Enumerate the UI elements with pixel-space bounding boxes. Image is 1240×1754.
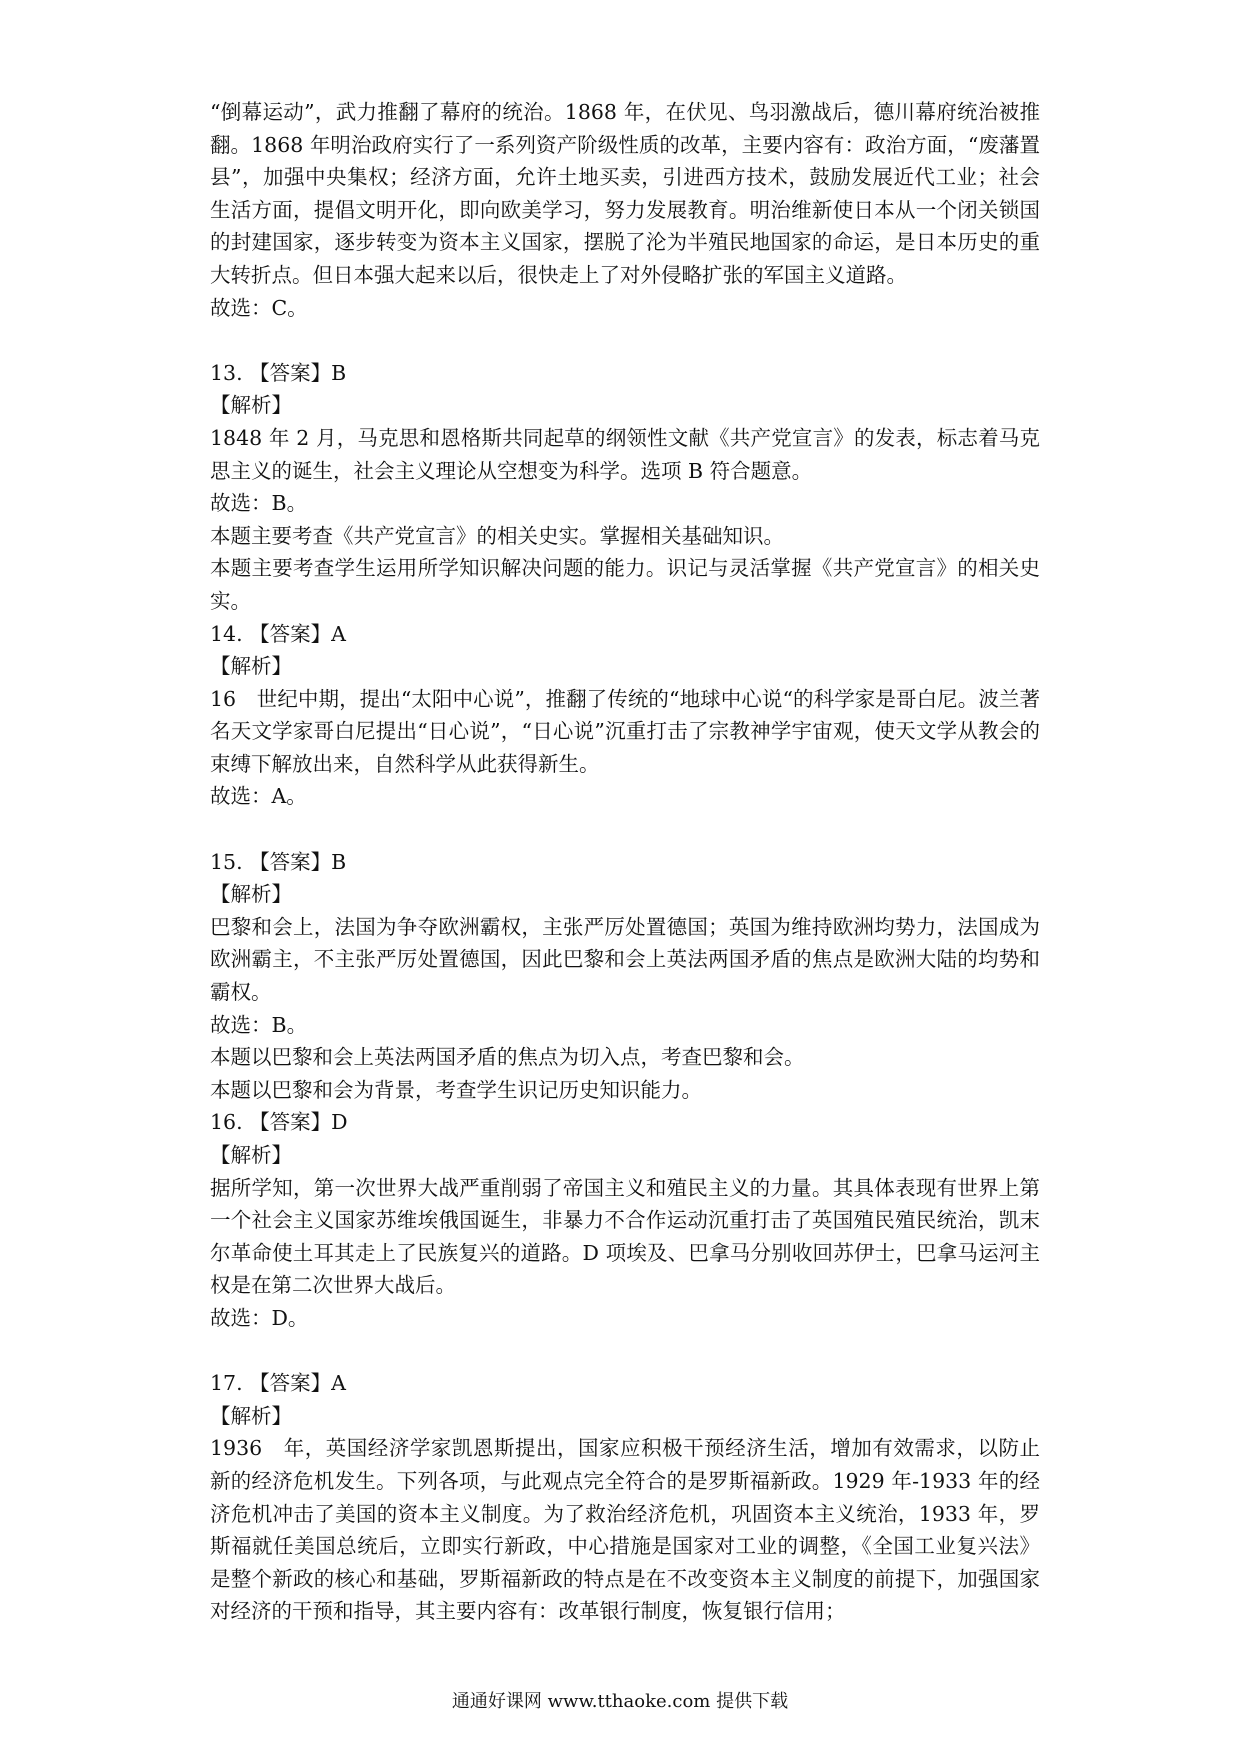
q15-choice: 故选：B。	[210, 1012, 308, 1037]
spacer	[210, 324, 1040, 357]
q17-analysis-label: 【解析】	[210, 1403, 292, 1428]
q15-note-1: 本题以巴黎和会上英法两国矛盾的焦点为切入点，考查巴黎和会。	[210, 1045, 805, 1070]
document-body	[210, 96, 1040, 1628]
q12-explanation-text: “倒幕运动”，武力推翻了幕府的统治。1868 年，在伏见、鸟羽激战后，德川幕府统治被推翻。1868 年明治政府实行了一系列资产阶级性质的改革，主要内容有：政治方面，“废藩置县”，加强中央集权；经济方面，允许土地买卖，引进西方技术，鼓励发展近代工业；社会生活方面，提倡文明开化，即向欧美学习，努力发展教育。明治维新使日本从一个闭关锁国的封建国家，逐步转变为资本主义国家，摆脱了沦为半殖民地国家的命运，是日本历史的重大转折点。但日本强大起来以后，很快走上了对外侵略扩张的军国主义道路。	[210, 100, 1040, 287]
q12-choice: 故选：C。	[210, 295, 308, 320]
q15-explanation-text: 巴黎和会上，法国为争夺欧洲霸权，主张严厉处置德国；英国为维持欧洲均势力，法国成为欧洲霸主，不主张严厉处置德国，因此巴黎和会上英法两国矛盾的焦点是欧洲大陆的均势和霸权。	[210, 914, 1040, 1005]
q13-analysis-label: 【解析】	[210, 393, 292, 418]
page-footer: 通通好课网 www.tthaoke.com 提供下载	[451, 1691, 789, 1712]
q15-note-2: 本题以巴黎和会为背景，考查学生识记历史知识能力。	[210, 1077, 702, 1102]
q15-analysis-label: 【解析】	[210, 882, 292, 907]
q13-choice: 故选：B。	[210, 491, 308, 516]
q16-explanation-text: 据所学知，第一次世界大战严重削弱了帝国主义和殖民主义的力量。其具体表现有世界上第一个社会主义国家苏维埃俄国诞生，非暴力不合作运动沉重打击了英国殖民殖民统治，凯末尔革命使土耳其走上了民族复兴的道路。D 项埃及、巴拿马分别收回苏伊士，巴拿马运河主权是在第二次世界大战后。	[210, 1175, 1040, 1298]
spacer	[210, 1335, 1040, 1368]
q14-answer: 14. 【答案】A	[210, 621, 346, 646]
q14-explanation-text: 16 世纪中期，提出“太阳中心说”，推翻了传统的“地球中心说“的科学家是哥白尼。波兰著名天文学家哥白尼提出“日心说”，“日心说”沉重打击了宗教神学宇宙观，使天文学从教会的束缚下解放出来，自然科学从此获得新生。	[210, 686, 1040, 776]
q13-explanation-text: 1848 年 2 月，马克思和恩格斯共同起草的纲领性文献《共产党宣言》的发表，标志着马克思主义的诞生，社会主义理论从空想变为科学。选项 B 符合题意。	[210, 425, 1040, 483]
q17-explanation-text: 1936 年，英国经济学家凯恩斯提出，国家应积极干预经济生活，增加有效需求，以防止新的经济危机发生。下列各项，与此观点完全符合的是罗斯福新政。1929 年-1933 年的经济危机冲击了美国的资本主义制度。为了救治经济危机，巩固资本主义统治，1933 年，罗斯福就任美国总统后，立即实行新政，中心措施是国家对工业的调整，《全国工业复兴法》是整个新政的核心和基础，罗斯福新政的特点是在不改变资本主义制度的前提下，加强国家对经济的干预和指导，其主要内容有：改革银行制度，恢复银行信用；	[210, 1436, 1040, 1624]
q14-choice: 故选：A。	[210, 784, 307, 809]
q16-choice: 故选：D。	[210, 1305, 309, 1330]
spacer	[210, 813, 1040, 846]
q16-answer: 16. 【答案】D	[210, 1110, 348, 1135]
q16-analysis-label: 【解析】	[210, 1143, 292, 1167]
q13-note-1: 本题主要考查《共产党宣言》的相关史实。掌握相关基础知识。	[210, 523, 784, 548]
q14-analysis-label: 【解析】	[210, 654, 292, 679]
q13-note-2: 本题主要考查学生运用所学知识解决问题的能力。识记与灵活掌握《共产党宣言》的相关史实。	[210, 556, 1040, 613]
q17-answer: 17. 【答案】A	[210, 1371, 346, 1396]
q15-answer: 15. 【答案】B	[210, 849, 347, 874]
q13-answer: 13. 【答案】B	[210, 360, 347, 385]
